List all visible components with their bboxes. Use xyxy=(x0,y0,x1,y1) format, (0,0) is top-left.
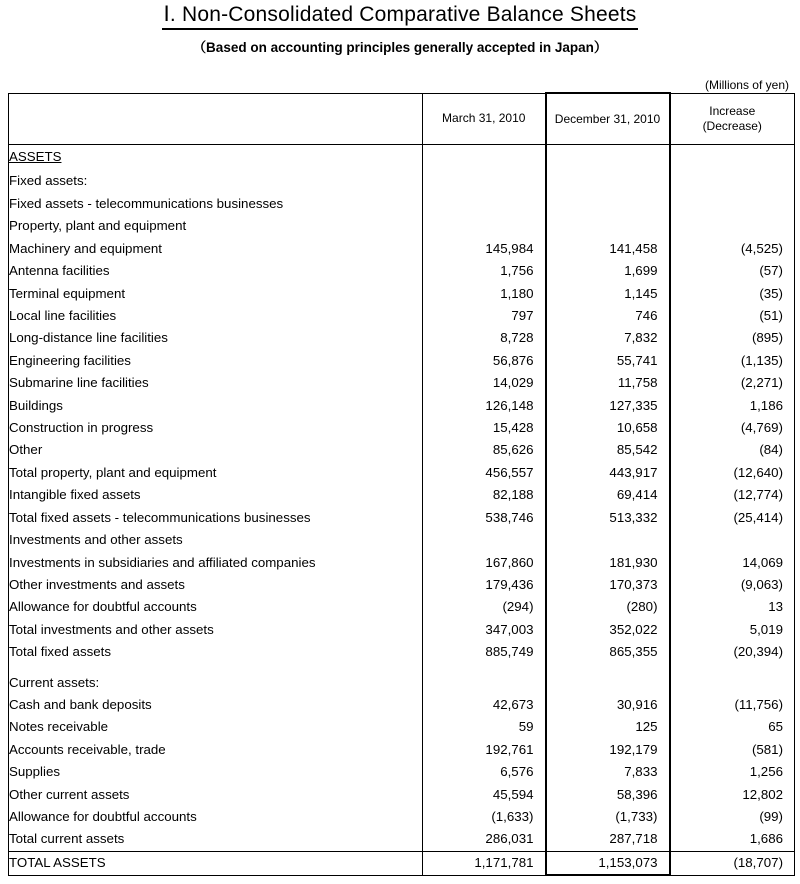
row-label: Allowance for doubtful accounts xyxy=(9,596,423,618)
row-december: 746 xyxy=(546,305,670,327)
row-label: Construction in progress xyxy=(9,417,423,439)
row-change: (4,525) xyxy=(670,238,795,260)
total-fixed-row xyxy=(9,641,795,663)
row-december: 1,153,073 xyxy=(546,851,670,875)
title-text: Ⅰ. Non-Consolidated Comparative Balance Sheets xyxy=(162,3,639,30)
table-row xyxy=(9,716,795,738)
row-march: 286,031 xyxy=(423,828,546,851)
row-label: Long-distance line facilities xyxy=(9,327,423,349)
header-change-line1: Increase xyxy=(709,103,756,118)
row-march: 456,557 xyxy=(423,462,546,484)
table-row xyxy=(9,806,795,828)
balance-sheet-table xyxy=(8,92,795,876)
ppe-heading: Property, plant and equipment xyxy=(9,215,423,237)
telecom-heading-row xyxy=(9,193,795,215)
row-december: 125 xyxy=(546,716,670,738)
row-march: 192,761 xyxy=(423,739,546,761)
row-march: 885,749 xyxy=(423,641,546,663)
row-change: (51) xyxy=(670,305,795,327)
row-march: 42,673 xyxy=(423,694,546,716)
row-march: (294) xyxy=(423,596,546,618)
row-march: 167,860 xyxy=(423,552,546,574)
telecom-heading: Fixed assets - telecommunications businesses xyxy=(9,193,423,215)
row-march: 15,428 xyxy=(423,417,546,439)
row-change: (25,414) xyxy=(670,507,795,529)
header-change xyxy=(670,93,795,145)
row-december: 1,699 xyxy=(546,260,670,282)
table-row xyxy=(9,283,795,305)
row-march: 145,984 xyxy=(423,238,546,260)
row-label: Local line facilities xyxy=(9,305,423,327)
table-row xyxy=(9,739,795,761)
document-subtitle: （Based on accounting principles generally accepted in Japan） xyxy=(192,40,608,55)
row-label: Supplies xyxy=(9,761,423,783)
row-december: (280) xyxy=(546,596,670,618)
row-december: 141,458 xyxy=(546,238,670,260)
row-label: Buildings xyxy=(9,395,423,417)
row-december: 69,414 xyxy=(546,484,670,506)
intangible-row xyxy=(9,484,795,506)
row-change: (84) xyxy=(670,439,795,461)
row-change: 1,186 xyxy=(670,395,795,417)
row-change: (12,774) xyxy=(670,484,795,506)
table-row xyxy=(9,327,795,349)
row-change: (9,063) xyxy=(670,574,795,596)
row-label: Terminal equipment xyxy=(9,283,423,305)
header-label-cell xyxy=(9,93,423,145)
document-title xyxy=(0,3,800,30)
row-change: (4,769) xyxy=(670,417,795,439)
units-note: (Millions of yen) xyxy=(704,78,789,92)
header-december: December 31, 2010 xyxy=(546,93,670,145)
fixed-assets-heading-row xyxy=(9,169,795,193)
investments-heading: Investments and other assets xyxy=(9,529,423,551)
row-change: (99) xyxy=(670,806,795,828)
row-label: Investments in subsidiaries and affiliated companies xyxy=(9,552,423,574)
row-label: Total investments and other assets xyxy=(9,619,423,641)
row-march: 179,436 xyxy=(423,574,546,596)
current-heading: Current assets: xyxy=(9,672,423,694)
row-label: Total fixed assets - telecommunications businesses xyxy=(9,507,423,529)
row-march: 538,746 xyxy=(423,507,546,529)
row-march: 82,188 xyxy=(423,484,546,506)
row-label: Allowance for doubtful accounts xyxy=(9,806,423,828)
row-change: 1,256 xyxy=(670,761,795,783)
row-december: 181,930 xyxy=(546,552,670,574)
row-label: Engineering facilities xyxy=(9,350,423,372)
table-row xyxy=(9,619,795,641)
assets-heading-row xyxy=(9,145,795,170)
row-december: 85,542 xyxy=(546,439,670,461)
row-label: Notes receivable xyxy=(9,716,423,738)
row-change: (2,271) xyxy=(670,372,795,394)
row-label: Other investments and assets xyxy=(9,574,423,596)
row-change: (18,707) xyxy=(670,851,795,875)
row-march: 1,171,781 xyxy=(423,851,546,875)
table-row xyxy=(9,417,795,439)
row-december: 7,833 xyxy=(546,761,670,783)
investments-heading-row xyxy=(9,529,795,551)
table-row xyxy=(9,439,795,461)
row-change: 13 xyxy=(670,596,795,618)
row-december: 513,332 xyxy=(546,507,670,529)
table-row xyxy=(9,395,795,417)
table-row xyxy=(9,552,795,574)
row-change: (11,756) xyxy=(670,694,795,716)
row-label: Machinery and equipment xyxy=(9,238,423,260)
row-label: Total property, plant and equipment xyxy=(9,462,423,484)
table-body xyxy=(9,145,795,876)
assets-heading: ASSETS xyxy=(9,148,62,164)
row-label: Total fixed assets xyxy=(9,641,423,663)
row-change: (1,135) xyxy=(670,350,795,372)
row-change: 65 xyxy=(670,716,795,738)
header-change-line2: (Decrease) xyxy=(702,118,762,133)
row-december: (1,733) xyxy=(546,806,670,828)
row-label: Total current assets xyxy=(9,828,423,851)
header-march: March 31, 2010 xyxy=(423,93,546,145)
table-row xyxy=(9,260,795,282)
row-change: (20,394) xyxy=(670,641,795,663)
row-march: 1,756 xyxy=(423,260,546,282)
row-label: Submarine line facilities xyxy=(9,372,423,394)
total-assets-row xyxy=(9,851,795,875)
fixed-assets-heading: Fixed assets: xyxy=(9,169,423,193)
row-december: 443,917 xyxy=(546,462,670,484)
row-march: 1,180 xyxy=(423,283,546,305)
row-change: 1,686 xyxy=(670,828,795,851)
row-label: Other current assets xyxy=(9,784,423,806)
ppe-heading-row xyxy=(9,215,795,237)
row-label: Accounts receivable, trade xyxy=(9,739,423,761)
row-change: (57) xyxy=(670,260,795,282)
row-december: 55,741 xyxy=(546,350,670,372)
table-row xyxy=(9,305,795,327)
row-march: 56,876 xyxy=(423,350,546,372)
row-change: (895) xyxy=(670,327,795,349)
row-march: 8,728 xyxy=(423,327,546,349)
row-december: 170,373 xyxy=(546,574,670,596)
table-row xyxy=(9,596,795,618)
row-december: 287,718 xyxy=(546,828,670,851)
table-row xyxy=(9,828,795,851)
row-december: 1,145 xyxy=(546,283,670,305)
table-row xyxy=(9,761,795,783)
row-change: (12,640) xyxy=(670,462,795,484)
row-march: 85,626 xyxy=(423,439,546,461)
row-change: 5,019 xyxy=(670,619,795,641)
table-row xyxy=(9,784,795,806)
table-row xyxy=(9,372,795,394)
row-march: 59 xyxy=(423,716,546,738)
total-telecom-row xyxy=(9,507,795,529)
row-december: 7,832 xyxy=(546,327,670,349)
row-march: 45,594 xyxy=(423,784,546,806)
row-change: (35) xyxy=(670,283,795,305)
table-row xyxy=(9,238,795,260)
row-change: (581) xyxy=(670,739,795,761)
row-change: 14,069 xyxy=(670,552,795,574)
row-december: 58,396 xyxy=(546,784,670,806)
row-december: 865,355 xyxy=(546,641,670,663)
row-label: Cash and bank deposits xyxy=(9,694,423,716)
row-label: Other xyxy=(9,439,423,461)
row-march: 797 xyxy=(423,305,546,327)
row-change: 12,802 xyxy=(670,784,795,806)
row-march: 126,148 xyxy=(423,395,546,417)
row-march: 14,029 xyxy=(423,372,546,394)
row-december: 30,916 xyxy=(546,694,670,716)
row-label: Antenna facilities xyxy=(9,260,423,282)
table-row xyxy=(9,694,795,716)
row-march: (1,633) xyxy=(423,806,546,828)
row-label: TOTAL ASSETS xyxy=(9,851,423,875)
spacer-row xyxy=(9,664,795,672)
row-december: 127,335 xyxy=(546,395,670,417)
row-march: 6,576 xyxy=(423,761,546,783)
current-heading-row xyxy=(9,672,795,694)
row-december: 192,179 xyxy=(546,739,670,761)
row-december: 11,758 xyxy=(546,372,670,394)
header-row xyxy=(9,93,795,145)
row-label: Intangible fixed assets xyxy=(9,484,423,506)
table-row xyxy=(9,462,795,484)
table-row xyxy=(9,574,795,596)
row-december: 10,658 xyxy=(546,417,670,439)
row-march: 347,003 xyxy=(423,619,546,641)
row-december: 352,022 xyxy=(546,619,670,641)
table-row xyxy=(9,350,795,372)
